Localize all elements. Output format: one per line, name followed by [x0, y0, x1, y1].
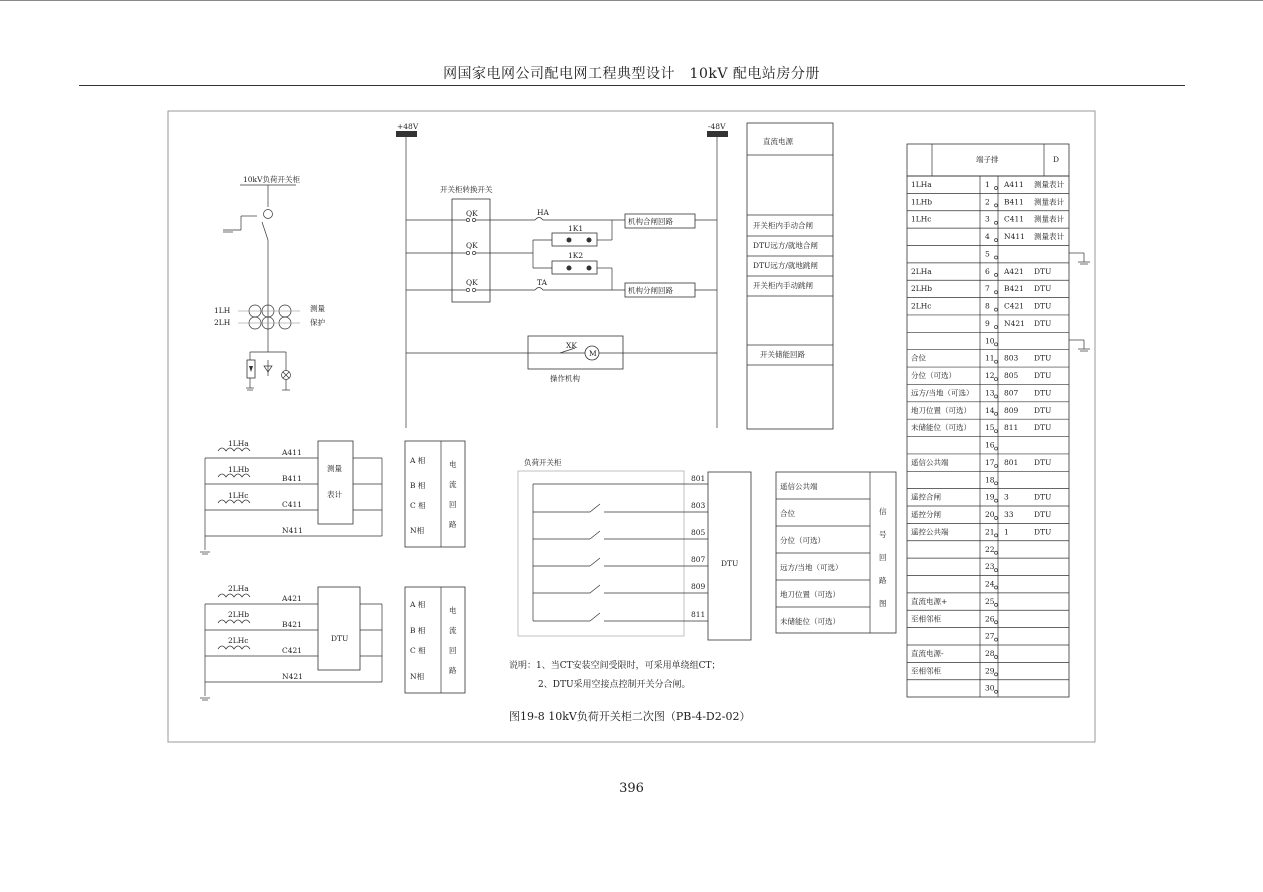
primary-circuit — [214, 174, 325, 390]
phase-label: N相 — [410, 672, 425, 681]
ct-phase-label: 2LHb — [228, 610, 250, 619]
terminal-row-dest: DTU — [1034, 353, 1052, 363]
terminal-row-wire: A411 — [1004, 180, 1024, 189]
terminal-number: 809 — [691, 582, 706, 591]
terminal-screw — [995, 464, 998, 467]
wire-label: B411 — [282, 474, 302, 483]
terminal-row-number: 2 — [985, 197, 990, 207]
terminal-number: 803 — [691, 501, 706, 510]
qk-label: QK — [466, 278, 478, 287]
signal-circuit — [518, 457, 896, 640]
isolator-circle — [264, 210, 273, 219]
meter-label: 表计 — [327, 490, 342, 499]
terminal-row-number: 13 — [985, 388, 995, 398]
meter-box — [318, 441, 353, 524]
phase-label: B 相 — [410, 626, 426, 635]
terminal-row-number: 23 — [985, 562, 995, 572]
terminal-row-source: 至相邻柜 — [911, 614, 941, 624]
terminal-row-dest: DTU — [1034, 301, 1052, 311]
terminal-row-wire: 807 — [1004, 388, 1019, 398]
ct-label-2: 2LH — [214, 318, 231, 327]
qk-label: QK — [466, 209, 478, 218]
ct-use-2: 保护 — [310, 318, 325, 327]
current-circuit-1 — [200, 439, 465, 554]
terminal-screw — [995, 291, 998, 294]
legend-title-char: 电 — [449, 460, 457, 469]
terminal-row-dest: 测量表计 — [1034, 214, 1064, 224]
signal-cabinet-title: 负荷开关柜 — [524, 458, 562, 467]
terminal-row-source: 合位 — [911, 353, 926, 363]
bus-minus-terminal — [707, 131, 728, 137]
terminal-screw — [995, 204, 998, 207]
terminal-row-number: 20 — [985, 510, 995, 520]
terminal-row-dest: 测量表计 — [1034, 197, 1064, 207]
terminal-row-number: 28 — [985, 648, 995, 658]
terminal-screw — [995, 534, 998, 537]
panel-item: 开关柜内手动合闸 — [753, 221, 813, 230]
terminal-screw — [995, 673, 998, 676]
dtu-label: DTU — [331, 634, 349, 643]
terminal-row-dest: DTU — [1034, 527, 1052, 537]
panel-item: 直流电源 — [763, 137, 793, 146]
control-circuit — [396, 122, 833, 429]
signal-row-label: 遥信公共端 — [780, 482, 818, 491]
terminal-screw — [995, 517, 998, 520]
ct-phase-label: 1LHc — [228, 491, 249, 500]
terminal-screw — [995, 586, 998, 589]
terminal-screw — [995, 221, 998, 224]
terminal-row-dest: 测量表计 — [1034, 232, 1064, 242]
signal-dtu-label: DTU — [721, 559, 739, 568]
signal-row-label: 未储能位（可选） — [780, 617, 840, 626]
terminal-row-source: 遥控公共端 — [911, 527, 949, 537]
terminal-number: 811 — [691, 610, 706, 619]
open-loop-label: 机构分闸回路 — [628, 286, 673, 295]
terminal-screw — [995, 603, 998, 606]
phase-label: N相 — [410, 526, 425, 535]
motor-m-label: M — [589, 349, 597, 358]
signal-row-label: 地刀位置（可选） — [780, 590, 840, 599]
terminal-row-number: 3 — [985, 214, 990, 224]
terminal-screw — [995, 360, 998, 363]
terminal-number: 807 — [691, 555, 706, 564]
terminal-row-dest: DTU — [1034, 284, 1052, 294]
terminal-screw — [995, 395, 998, 398]
terminal-row-source: 遥控分闸 — [911, 510, 941, 520]
terminal-row-source: 1LHc — [911, 214, 932, 224]
terminal-screw — [995, 638, 998, 641]
legend-title-char: 回 — [449, 500, 457, 509]
terminal-row-source: 1LHa — [911, 180, 932, 189]
terminal-row-source: 直流电源- — [911, 648, 944, 658]
terminal-row-wire: 809 — [1004, 405, 1019, 415]
terminal-row-wire: 803 — [1004, 353, 1019, 363]
terminal-screw — [995, 378, 998, 381]
terminal-row-dest: DTU — [1034, 318, 1052, 328]
terminal-row-number: 29 — [985, 666, 995, 676]
terminal-number: 805 — [691, 528, 706, 537]
terminal-row-wire: 811 — [1004, 423, 1019, 433]
terminal-row-source: 2LHb — [911, 284, 933, 294]
page-header-title: 网国家电网公司配电网工程典型设计 10kV 配电站房分册 — [443, 66, 820, 82]
ct-phase-label: 1LHb — [228, 465, 250, 474]
current-circuit-2 — [200, 584, 465, 700]
terminal-screw — [995, 447, 998, 450]
terminal-screw — [995, 256, 998, 259]
signal-title-char: 图 — [879, 599, 887, 608]
terminal-row-wire: A421 — [1004, 266, 1024, 276]
terminal-number: 801 — [691, 474, 706, 483]
signal-cabinet-frame — [518, 471, 684, 636]
note-line-1: 说明：1、当CT安装空间受限时，可采用单绕组CT； — [509, 661, 721, 671]
switch-title: 开关柜转换开关 — [440, 185, 493, 194]
terminal-row-wire: 801 — [1004, 457, 1019, 467]
legend-title-char: 回 — [449, 646, 457, 655]
dtu-box — [318, 587, 360, 670]
terminal-row-number: 11 — [985, 353, 995, 363]
bus-plus-terminal — [396, 131, 417, 137]
xk-label: XK — [566, 341, 577, 350]
terminal-row-number: 8 — [985, 301, 990, 311]
legend-title-char: 流 — [449, 480, 457, 489]
signal-row-label: 分位（可选） — [780, 536, 825, 545]
signal-dtu-box — [708, 472, 751, 640]
terminal-row-source: 至相邻柜 — [911, 666, 941, 676]
terminal-screw — [995, 655, 998, 658]
terminal-row-source: 远方/当地（可选） — [911, 388, 974, 398]
terminal-row-dest: DTU — [1034, 266, 1052, 276]
terminal-row-number: 18 — [985, 475, 995, 485]
terminal-header-d: D — [1053, 155, 1060, 164]
terminal-row-wire: 1 — [1004, 527, 1009, 537]
terminal-screw — [995, 482, 998, 485]
signal-title-char: 号 — [879, 530, 887, 539]
terminal-row-wire: 33 — [1004, 510, 1014, 520]
panel-item: 开关柜内手动跳闸 — [753, 281, 813, 290]
phase-label: B 相 — [410, 481, 426, 490]
ik2-label: 1K2 — [568, 251, 584, 260]
panel-item: 开关储能回路 — [760, 350, 805, 359]
ta-label: TA — [537, 278, 548, 287]
terminal-row-source: 2LHc — [911, 301, 932, 311]
terminal-row-number: 22 — [985, 544, 995, 554]
terminal-screw — [995, 239, 998, 242]
terminal-screw — [995, 273, 998, 276]
terminal-row-dest: DTU — [1034, 371, 1052, 381]
legend-title-char: 流 — [449, 626, 457, 635]
terminal-row-number: 9 — [985, 318, 990, 328]
terminal-row-wire: B411 — [1004, 197, 1024, 207]
close-loop-label: 机构合闸回路 — [628, 217, 673, 226]
terminal-row-wire: C411 — [1004, 214, 1025, 224]
qk-label: QK — [466, 241, 478, 250]
wire-label: C421 — [282, 646, 303, 655]
terminal-row-wire: C421 — [1004, 301, 1025, 311]
phase-label: C 相 — [410, 501, 426, 510]
phase-label: A 相 — [410, 600, 426, 609]
primary-title: 10kV负荷开关柜 — [243, 175, 301, 184]
ct-phase-label: 1LHa — [228, 439, 249, 448]
terminal-screw — [995, 430, 998, 433]
terminal-row-number: 17 — [985, 457, 995, 467]
signal-title-char: 信 — [879, 507, 887, 516]
terminal-block — [907, 144, 1090, 697]
terminal-row-number: 15 — [985, 423, 995, 433]
terminal-screw — [995, 569, 998, 572]
wire-label: A421 — [282, 594, 302, 603]
meter-label: 测量 — [327, 464, 342, 473]
legend-title-char: 路 — [449, 666, 457, 675]
terminal-row-number: 10 — [985, 336, 995, 346]
terminal-screw — [995, 621, 998, 624]
ha-label: HA — [537, 208, 549, 217]
terminal-row-wire: N411 — [1004, 232, 1025, 242]
terminal-row-number: 12 — [985, 371, 995, 381]
terminal-screw — [995, 187, 998, 190]
terminal-row-number: 7 — [985, 284, 990, 294]
phase-label: A 相 — [410, 456, 426, 465]
page-number: 396 — [619, 781, 644, 796]
terminal-row-source: 遥信公共端 — [911, 457, 949, 467]
terminal-row-number: 30 — [985, 683, 995, 693]
panel-item: DTU远方/就地合闸 — [753, 241, 818, 250]
note-line-2: 2、DTU采用空接点控制开关分合闸。 — [538, 680, 691, 690]
panel-item: DTU远方/就地跳闸 — [753, 261, 818, 270]
terminal-row-dest: DTU — [1034, 510, 1052, 520]
terminal-screw — [995, 551, 998, 554]
terminal-row-number: 14 — [985, 405, 995, 415]
terminal-row-wire: N421 — [1004, 318, 1025, 328]
terminal-row-dest: 测量表计 — [1034, 180, 1064, 189]
terminal-row-source: 分位（可选） — [911, 371, 956, 381]
ct-label-1: 1LH — [214, 306, 231, 315]
phase-label: C 相 — [410, 646, 426, 655]
motor-title: 操作机构 — [550, 374, 580, 383]
terminal-screw — [995, 499, 998, 502]
signal-row-label: 合位 — [780, 509, 795, 518]
bus-plus-label: +48V — [397, 122, 419, 131]
wire-label: B421 — [282, 620, 302, 629]
terminal-screw — [995, 343, 998, 346]
terminal-row-number: 25 — [985, 596, 995, 606]
terminal-header-title: 端子排 — [976, 155, 999, 164]
signal-row-label: 远方/当地（可选） — [780, 563, 843, 572]
terminal-row-dest: DTU — [1034, 457, 1052, 467]
terminal-row-number: 21 — [985, 527, 995, 537]
terminal-row-number: 5 — [985, 249, 990, 259]
signal-table — [776, 472, 896, 633]
legend-title-char: 路 — [449, 520, 457, 529]
signal-title-char: 回 — [879, 553, 887, 562]
terminal-row-dest: DTU — [1034, 405, 1052, 415]
terminal-row-number: 27 — [985, 631, 995, 641]
terminal-screw — [995, 325, 998, 328]
terminal-row-source: 地刀位置（可选） — [911, 405, 971, 415]
terminal-row-source: 未储能位（可选） — [911, 423, 971, 433]
terminal-row-source: 2LHa — [911, 266, 932, 276]
terminal-row-wire: B421 — [1004, 284, 1024, 294]
wire-label: C411 — [282, 500, 303, 509]
terminal-row-dest: DTU — [1034, 423, 1052, 433]
bus-minus-label: -48V — [708, 122, 726, 131]
terminal-row-source: 1LHb — [911, 197, 933, 207]
terminal-row-wire: 805 — [1004, 371, 1019, 381]
wire-label: N411 — [282, 526, 303, 535]
terminal-row-number: 26 — [985, 614, 995, 624]
terminal-screw — [995, 308, 998, 311]
terminal-row-wire: 3 — [1004, 492, 1009, 502]
terminal-row-number: 6 — [985, 266, 990, 276]
signal-title-char: 路 — [879, 576, 887, 585]
ct-phase-label: 2LHa — [228, 584, 249, 593]
terminal-row-source: 直流电源+ — [911, 596, 948, 606]
terminal-row-dest: DTU — [1034, 492, 1052, 502]
terminal-screw — [995, 690, 998, 693]
ct-phase-label: 2LHc — [228, 636, 249, 645]
figure-caption: 图19-8 10kV负荷开关柜二次图（PB-4-D2-02） — [509, 710, 751, 723]
ik1-label: 1K1 — [568, 224, 584, 233]
wire-label: N421 — [282, 672, 303, 681]
terminal-row-number: 1 — [985, 180, 990, 189]
wire-label: A411 — [282, 448, 302, 457]
terminal-row-number: 24 — [985, 579, 995, 589]
terminal-row-number: 4 — [985, 232, 990, 242]
terminal-row-number: 19 — [985, 492, 995, 502]
ct-use-1: 测量 — [310, 304, 325, 313]
terminal-row-source: 遥控合闸 — [911, 492, 941, 502]
terminal-screw — [995, 412, 998, 415]
terminal-row-dest: DTU — [1034, 388, 1052, 398]
terminal-row-number: 16 — [985, 440, 995, 450]
legend-title-char: 电 — [449, 606, 457, 615]
